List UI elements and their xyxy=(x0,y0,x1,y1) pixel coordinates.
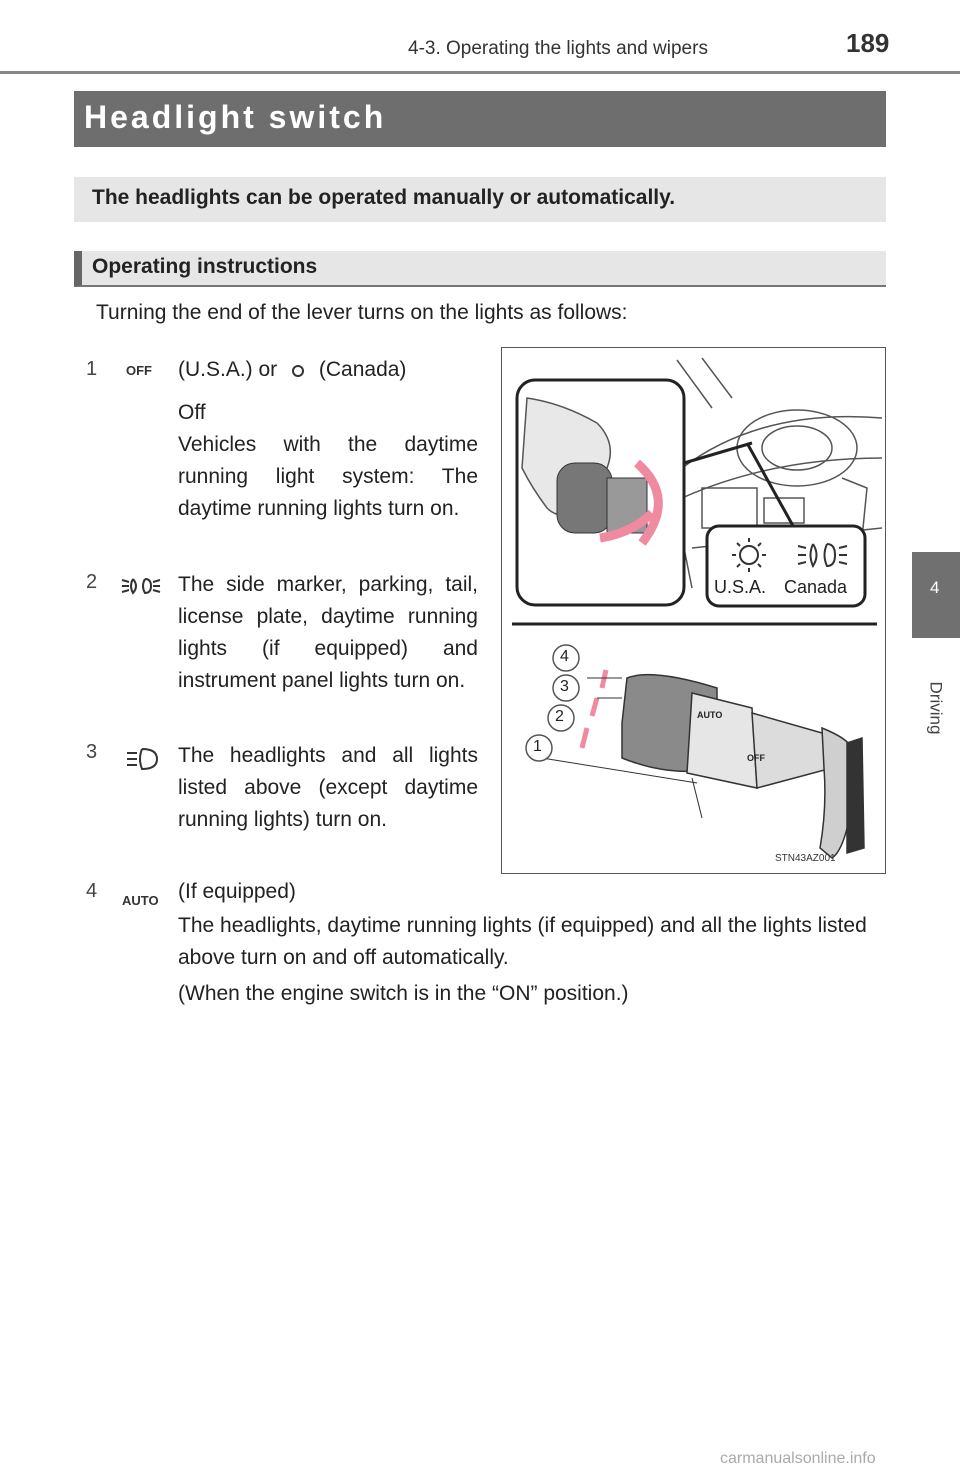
item-4-body2: (When the engine switch is in the “ON” position.) xyxy=(178,982,629,1005)
auto-symbol: AUTO xyxy=(122,893,159,908)
off-symbol: OFF xyxy=(126,363,152,378)
item-2-body: The side marker, parking, tail, license plate, daytime running lights (if equipped) and instrument panel lights turn on. xyxy=(178,573,478,692)
callout-2: 2 xyxy=(555,708,564,725)
item-number-3: 3 xyxy=(86,741,98,763)
lever-auto-label: AUTO xyxy=(697,710,723,720)
item-number-1: 1 xyxy=(86,358,98,380)
item-4-line1: (If equipped) xyxy=(178,880,296,903)
chapter-tab: 4 xyxy=(912,552,960,638)
item-number-2: 2 xyxy=(86,571,98,593)
item-1-line1: (U.S.A.) or (Canada) xyxy=(178,358,407,381)
lever-off-label: OFF xyxy=(747,753,765,763)
page-title: Headlight switch xyxy=(84,99,387,135)
lead-text: The headlights can be operated manually or automatically. xyxy=(92,186,676,209)
item-4-body: The headlights, daytime running lights (if equipped) and all the lights listed above turn on and off automatically. xyxy=(178,914,867,969)
item-1-body: Vehicles with the daytime running light system: The daytime running lights turn on. xyxy=(178,433,478,520)
intro-text: Turning the end of the lever turns on the lights as follows: xyxy=(96,301,628,324)
subheading: Operating instructions xyxy=(92,255,318,278)
footer-watermark: carmanualsonline.info xyxy=(720,1450,876,1467)
figure-code: STN43AZ001 xyxy=(775,853,836,864)
canada-label: Canada xyxy=(784,577,848,597)
chapter-label-tab: Driving xyxy=(912,640,960,770)
usa-label: U.S.A. xyxy=(714,577,767,597)
item-3-body: The headlights and all lights listed above (except daytime running lights) turn on. xyxy=(178,744,478,831)
page-number: 189 xyxy=(846,28,890,58)
callout-4: 4 xyxy=(560,648,569,665)
item-1-line2: Off xyxy=(178,401,206,424)
parking-light-icon xyxy=(120,574,162,598)
callout-3: 3 xyxy=(560,678,569,695)
header-divider xyxy=(0,71,960,74)
figure-illustration xyxy=(502,348,885,873)
callout-1: 1 xyxy=(533,738,542,755)
section-title: 4-3. Operating the lights and wipers xyxy=(408,38,708,59)
figure-frame xyxy=(501,347,886,874)
canada-off-icon xyxy=(283,360,313,380)
headlight-icon xyxy=(124,746,160,772)
item-number-4: 4 xyxy=(86,880,98,902)
